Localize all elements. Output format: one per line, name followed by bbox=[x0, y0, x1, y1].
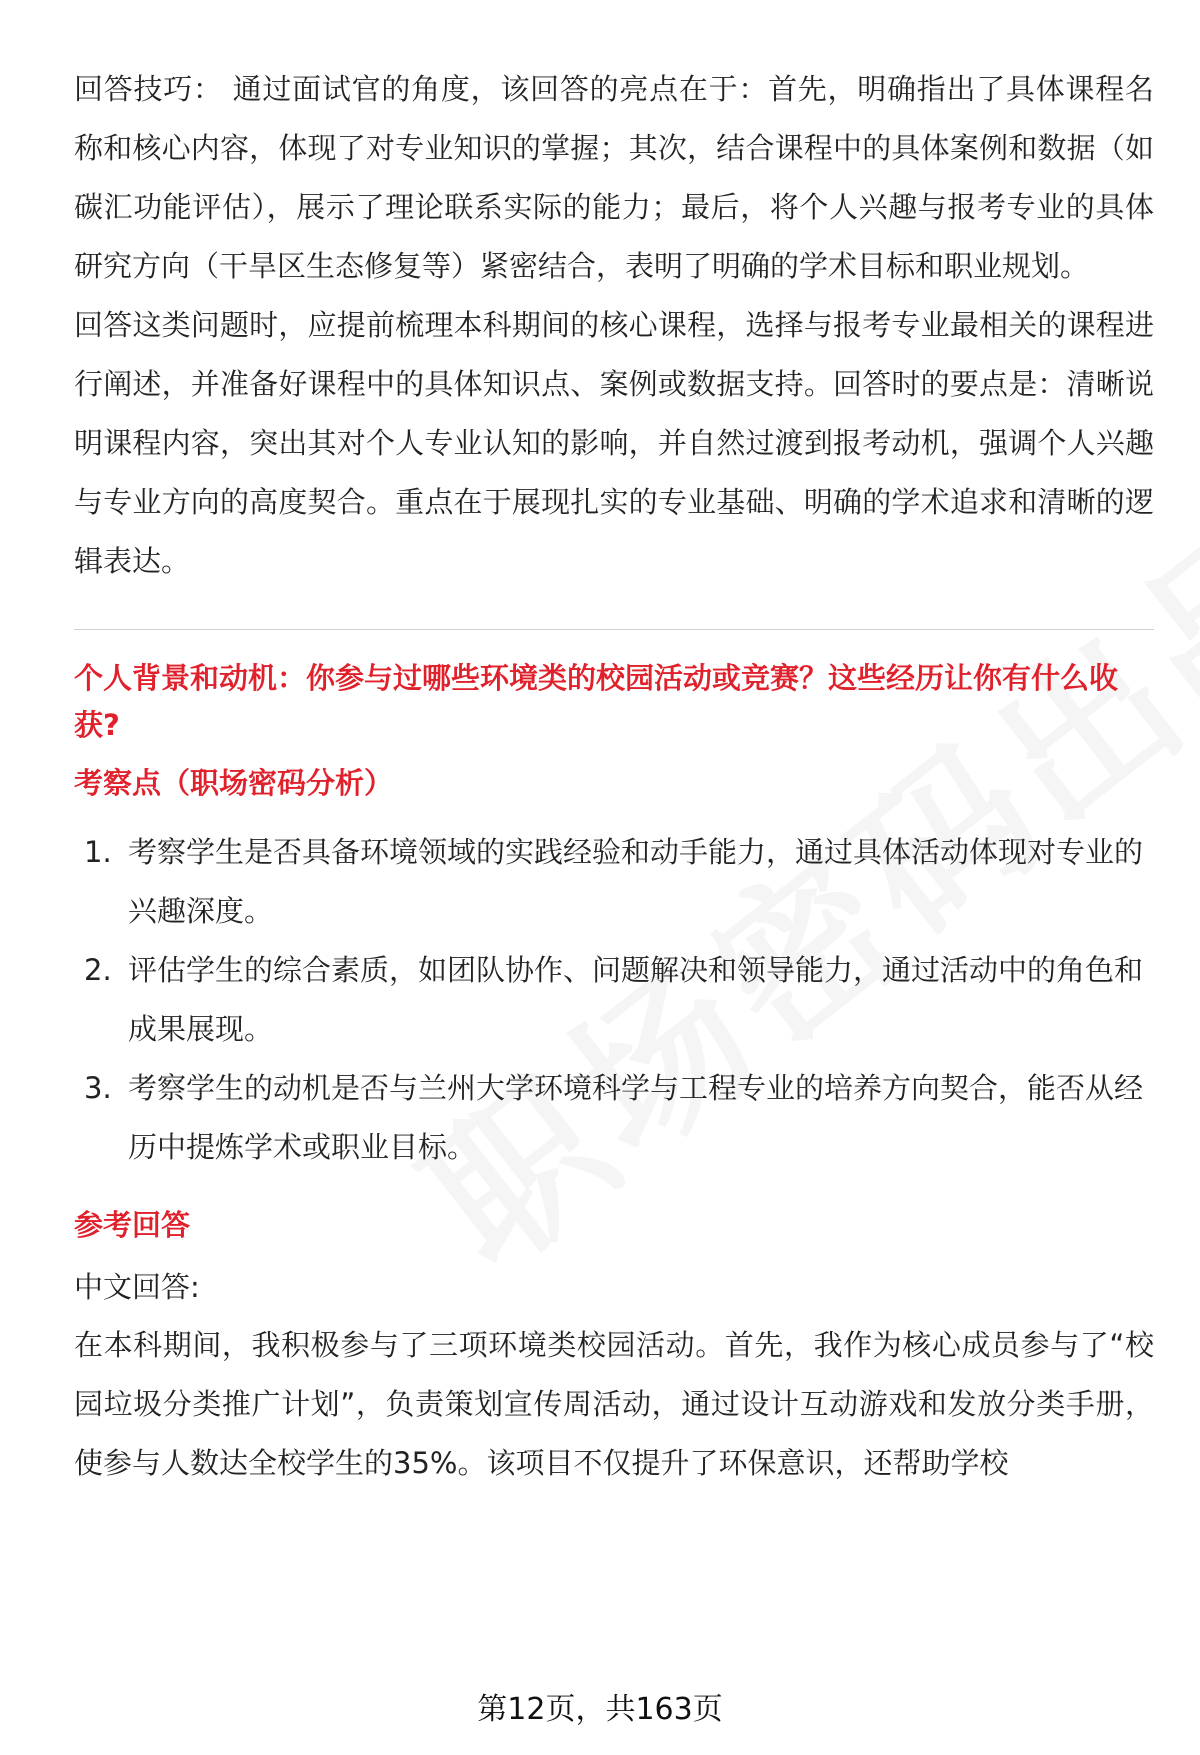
list-number: 1. bbox=[84, 835, 112, 869]
document-page bbox=[74, 60, 1154, 1493]
list-item-text: 考察学生的动机是否与兰州大学环境科学与工程专业的培养方向契合，能否从经历中提炼学术或职业目标。 bbox=[128, 1071, 1144, 1164]
list-item-text: 考察学生是否具备环境领域的实践经验和动手能力，通过具体活动体现对专业的兴趣深度。 bbox=[128, 835, 1144, 928]
list-item bbox=[74, 823, 1154, 941]
list-number: 3. bbox=[84, 1071, 112, 1105]
page-number: 第12页，共163页 bbox=[477, 1692, 723, 1727]
reference-answer-text: 在本科期间，我积极参与了三项环境类校园活动。首先，我作为核心成员参与了“校园垃圾分类推广计划”，负责策划宣传周活动，通过设计互动游戏和发放分类手册，使参与人数达全校学生的35%。该项目不仅提升了环保意识，还帮助学校 bbox=[74, 1328, 1154, 1480]
chinese-answer-label: 中文回答: bbox=[74, 1270, 200, 1304]
section-divider bbox=[74, 629, 1154, 630]
list-item bbox=[74, 1059, 1154, 1177]
advice-paragraph: 回答这类问题时，应提前梳理本科期间的核心课程，选择与报考专业最相关的课程进行阐述，并准备好课程中的具体知识点、案例或数据支持。回答时的要点是：清晰说明课程内容，突出其对个人专业认知的影响，并自然过渡到报考动机，强调个人兴趣与专业方向的高度契合。重点在于展现扎实的专业基础、明确的学术追求和清晰的逻辑表达。 bbox=[74, 308, 1154, 578]
list-item bbox=[74, 941, 1154, 1059]
question-heading: 个人背景和动机：你参与过哪些环境类的校园活动或竞赛？这些经历让你有什么收获? bbox=[74, 661, 1119, 742]
assessment-list bbox=[74, 823, 1154, 1177]
list-number: 2. bbox=[84, 953, 112, 987]
assessment-heading: 考察点（职场密码分析） bbox=[74, 766, 394, 800]
answer-tip-paragraph: 回答技巧： 通过面试官的角度，该回答的亮点在于：首先，明确指出了具体课程名称和核心内容，体现了对专业知识的掌握；其次，结合课程中的具体案例和数据（如碳汇功能评估），展示了理论联系实际的能力；最后，将个人兴趣与报考专业的具体研究方向（干旱区生态修复等）紧密结合，表明了明确的学术目标和职业规划。 bbox=[74, 72, 1154, 283]
reference-heading: 参考回答 bbox=[74, 1208, 191, 1242]
list-item-text: 评估学生的综合素质，如团队协作、问题解决和领导能力，通过活动中的角色和成果展现。 bbox=[128, 953, 1144, 1046]
